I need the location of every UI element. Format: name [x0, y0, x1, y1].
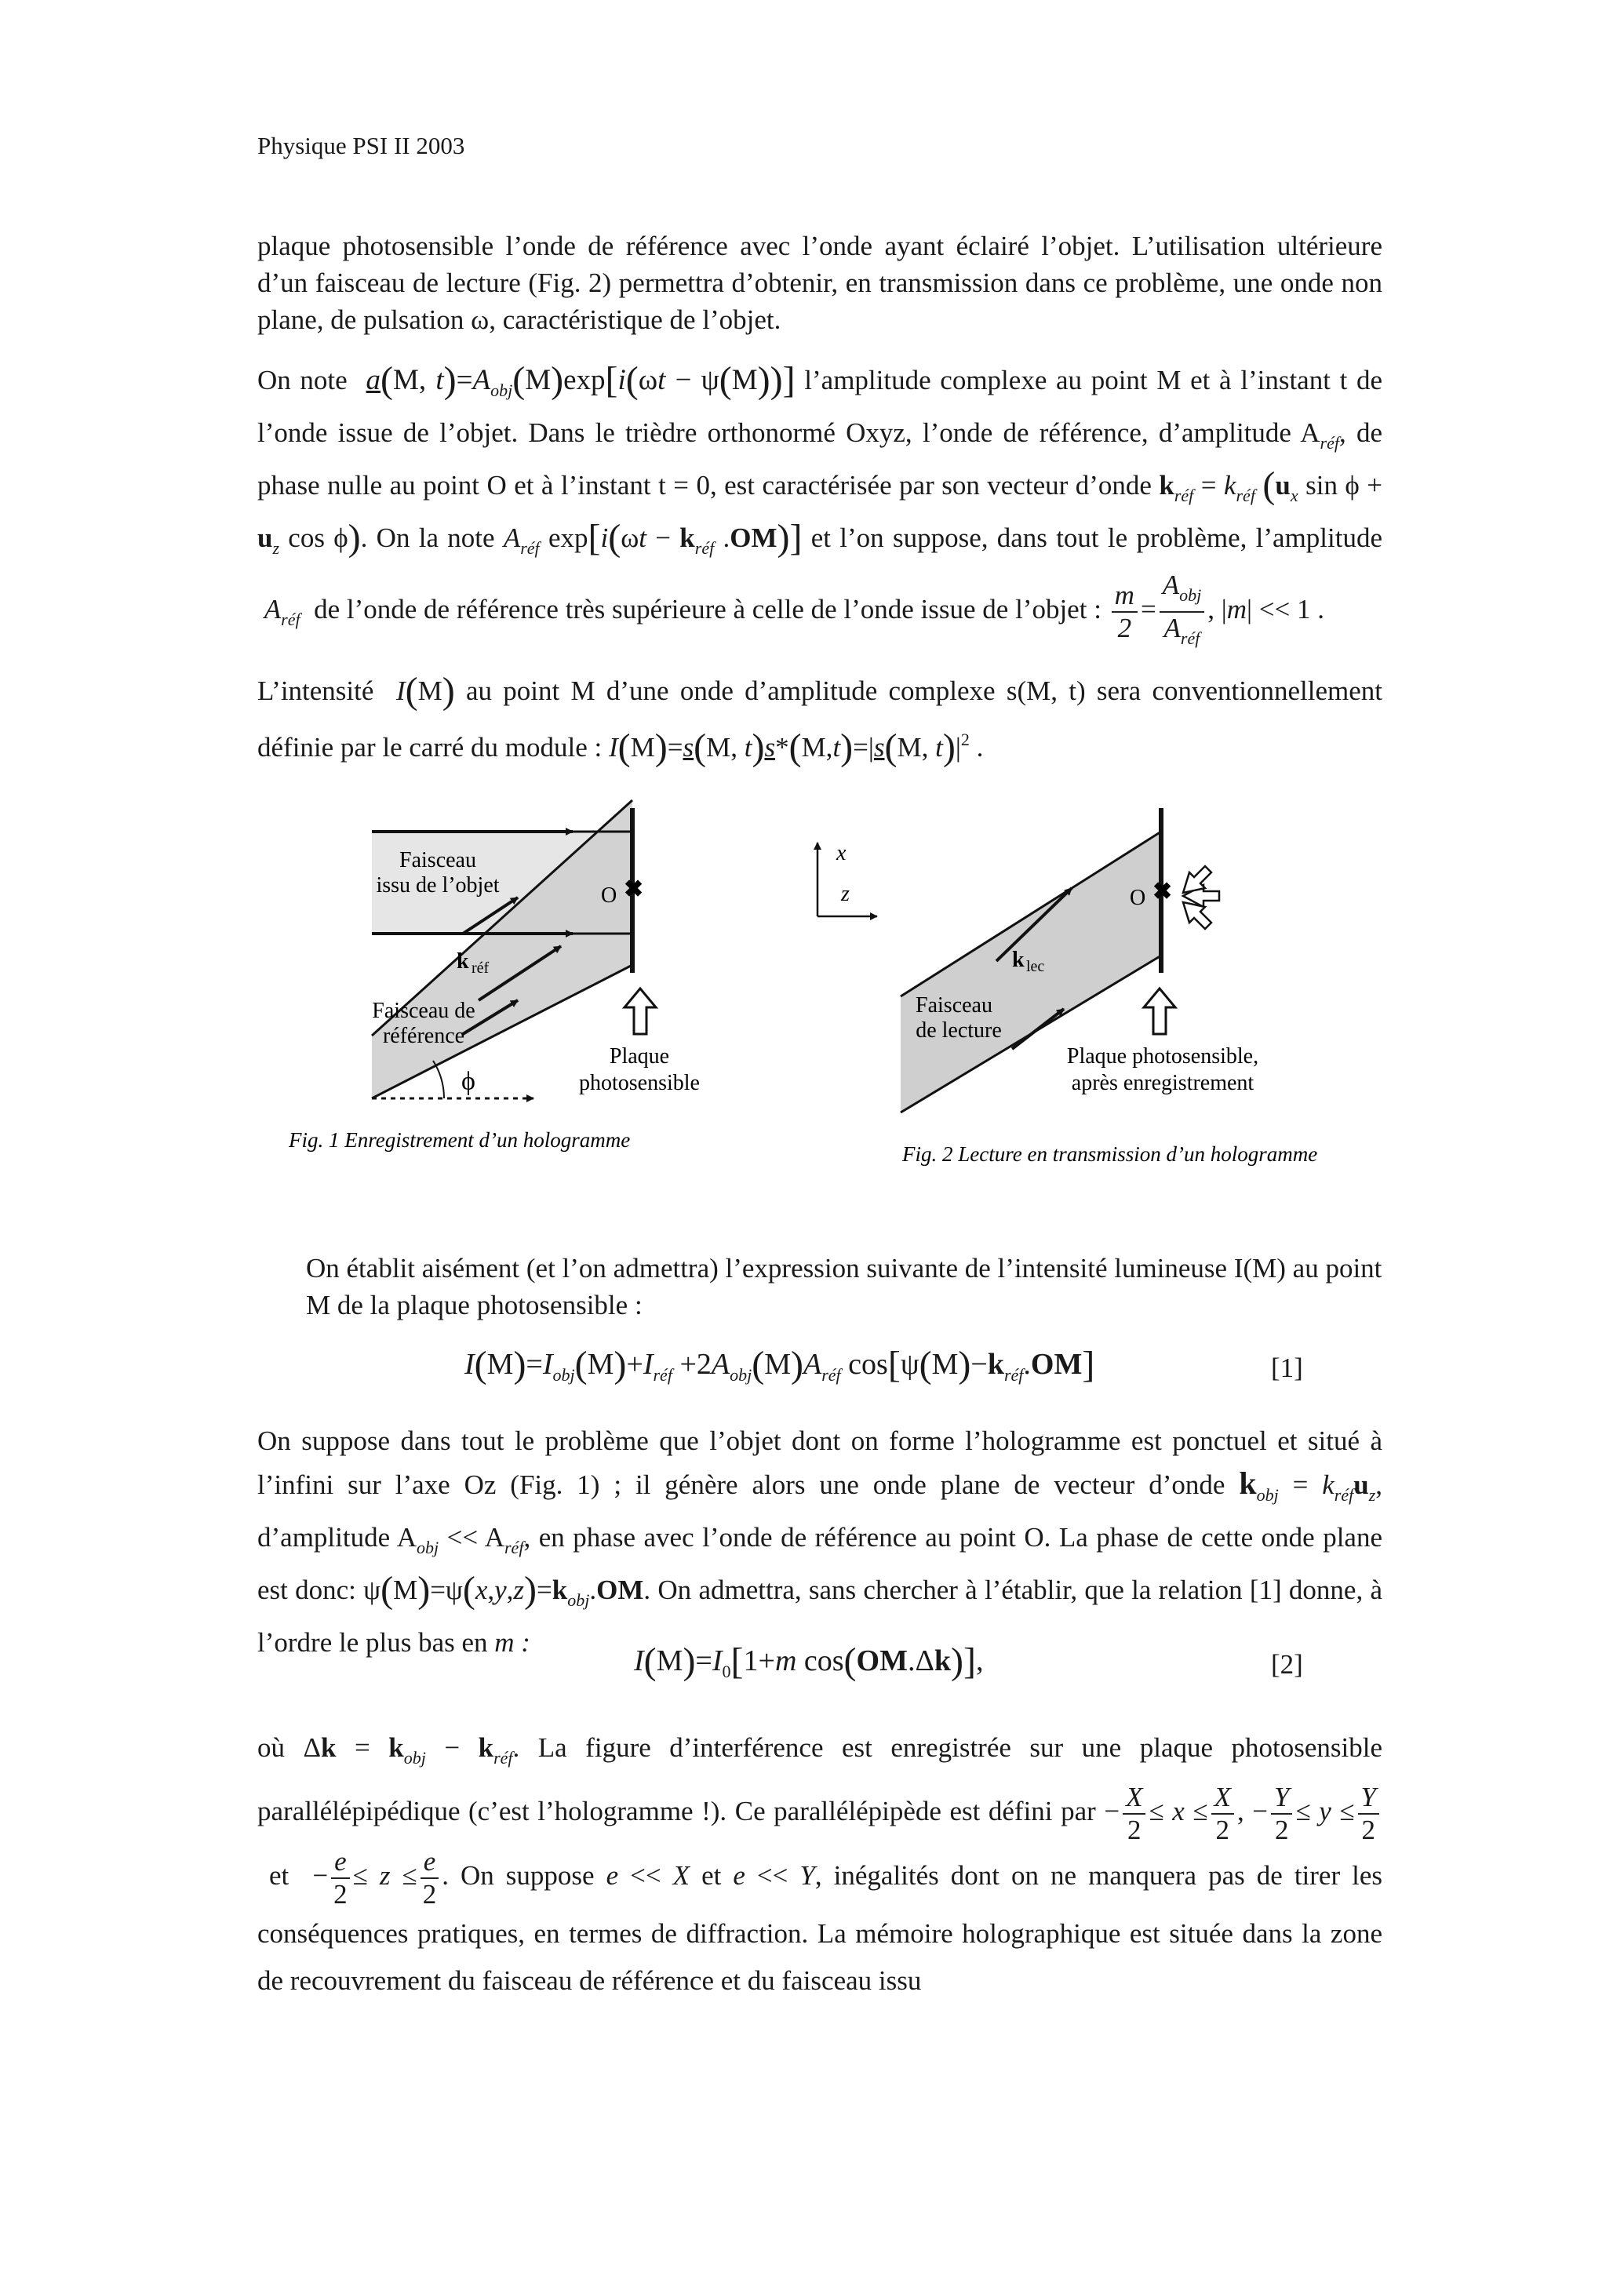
fig2-axis-x-label: x [836, 841, 847, 865]
fig1-cross: ✖ [624, 876, 644, 902]
equation-1: $I(M)=I_{obj}(M)+I_{réf} +2A_{obj}(M)A_{réf}$ $\cos[\psi(M)-k_{réf}.OM]$ [464, 1344, 1095, 1386]
paragraph-point-object [257, 1420, 1382, 1664]
p2-d: , de phase nulle au point O et à l’instant t = 0, est caractérisée par son vecteur d’onde [257, 417, 1382, 501]
fig1-plate-pointer [624, 989, 656, 1034]
fig2-out-arrow-up [1183, 866, 1211, 893]
figure-1 [372, 800, 700, 1098]
p2-c: t de l’onde issue de l’objet. Dans le trièdre orthonormé Oxyz, l’onde de référence, d’amplitude $A_{réf}$ [257, 365, 1383, 453]
equation-phase: $\psi(M)=\psi(x,y,z)=k_{obj}.OM$ [363, 1569, 644, 1611]
equation-amplitude-object: a(M, $t)=A_{obj}(M)\exp[i(\omega t - \psi(M))]$ [366, 359, 796, 401]
inequality-y: − $\frac{Y}{2}$ ≤ y ≤ $\frac{Y}{2}$ [1252, 1796, 1382, 1826]
equation-k-ref: $k_{réf} = k_{réf}$ ($u_x$ $\sin \phi + u_z$ cos ϕ) [257, 464, 1383, 559]
p5-d: . On admettra, sans chercher à l’établir, que la relation [1] donne, à l’ordre le plus bas en [257, 1575, 1382, 1658]
fig1-label-plate-1: Plaque [609, 1044, 670, 1069]
p4-text: On établit aisément (et l’on admettra) l’expression suivante de l’intensité lumineuse I(M) au point M de la plaque photosensible : [306, 1253, 1382, 1320]
p5-b: , d’amplitude $A_{obj} << A_{réf}$ [257, 1469, 1383, 1557]
p6-d: . On suppose [442, 1860, 595, 1892]
fig2-label-reading-1: Faisceau [916, 993, 992, 1018]
p2-f: et l’on suppose, dans tout le problème, l’amplitude [810, 523, 1383, 553]
p2-e: . On la note [360, 523, 495, 553]
equation-1-number: [1] [1271, 1353, 1303, 1383]
p6-e: et [701, 1860, 722, 1892]
fig1-label-O: O [601, 883, 617, 908]
fig2-label-plate-2: après enregistrement [1071, 1071, 1254, 1095]
paragraph-intensity-expression [306, 1250, 1382, 1324]
p6-c: et [269, 1860, 289, 1892]
fig2-out-arrow-down [1183, 902, 1211, 929]
p3-a: L’intensité [257, 675, 374, 706]
fig1-label-ref-1: Faisceau de [372, 999, 475, 1023]
fig2-label-k: k [1012, 948, 1025, 972]
equation-m-ratio: $\frac{m}{2}$ = $\frac{A_{obj}}{A_{réf}}$ , |m| << 1 . [1109, 594, 1324, 624]
equation-ref-wave: $A_{réf}$ $\exp[i(\omega t - k_{réf}$ .OM)] [503, 517, 803, 559]
fig2-label-plate-1: Plaque photosensible, [1066, 1044, 1259, 1069]
equation-k-obj: $k_{obj} = k_{réf}u_z$ [1239, 1466, 1376, 1505]
fig1-label-object-2: issu de l’objet [376, 873, 500, 898]
fig2-label-O: O [1130, 886, 1146, 910]
fig2-axis-z-label: z [841, 882, 850, 906]
amplitude-ref-symbol: $A_{réf}$ [264, 594, 300, 630]
paragraph-1-text: plaque photosensible l’onde de référence avec l’onde ayant éclairé l’objet. L’utilisation ultérieure d’un faisceau de lecture (Fig. 2) permettra d’obtenir, en transmission dans ce problème, une onde non plane, de pulsation ω, caractéristique de l’objet. [257, 231, 1382, 335]
equation-2-number: [2] [1271, 1649, 1303, 1680]
p5-c: , en phase avec l’onde de référence au point O. La phase de cette onde plane est donc: [257, 1522, 1382, 1605]
p3-b: au point M d’une onde d’amplitude complexe s(M, t) sera conventionnellement définie par le carré du module : [257, 675, 1383, 763]
fig2-label-reading-2: de lecture [916, 1018, 1002, 1043]
inequality-z: − $\frac{e}{2}$ ≤ z ≤ $\frac{e}{2}$ [312, 1860, 442, 1891]
fig1-label-k-sub: réf [472, 959, 490, 977]
inequality-e-y: e << Y [733, 1860, 815, 1892]
p2-a: On note [257, 365, 348, 395]
fig2-plate-pointer [1144, 989, 1175, 1034]
p5-a: On suppose dans tout le problème que l’objet dont on forme l’hologramme est ponctuel et situé à l’infini sur l’axe Oz (Fig. 1) ; il génère alors une onde plane de vecteur d’onde [257, 1426, 1382, 1500]
p2-b: l’amplitude complexe au point M et à l’instant [804, 365, 1331, 395]
fig2-label-k-sub: lec [1026, 958, 1045, 975]
fig2-cross: ✖ [1152, 879, 1173, 905]
p6-a: où [257, 1732, 285, 1763]
equation-2: $I(M)=I_0[1+m$ cos(OM.Δk)], [634, 1640, 984, 1682]
fig1-label-plate-2: photosensible [579, 1071, 700, 1095]
p6-f: , inégalités dont on ne manquera pas de tirer les conséquences pratiques, en termes de diffraction. La mémoire holographique est située dans la zone de recouvrement du faisceau de référence et du faisceau issu [257, 1860, 1383, 1996]
p2-g: de l’onde de référence très supérieure à celle de l’onde issue de l’objet : [314, 594, 1101, 625]
fig2-caption: Fig. 2 Lecture en transmission d’un hologramme [902, 1142, 1318, 1166]
fig1-label-k: k [457, 949, 469, 974]
equation-delta-k: $\Delta k = k_{obj} - k_{réf}$ [303, 1732, 513, 1768]
inequality-e-x: e << X [606, 1860, 690, 1892]
intensity-symbol: I(M) [395, 670, 455, 712]
p6-b: . La figure d’interférence est enregistrée sur une plaque photosensible parallélépipédique (c’est l’hologramme !). Ce parallélépipède est défini par [257, 1732, 1382, 1827]
fig1-label-phi: ϕ [461, 1067, 475, 1096]
equation-intensity-def: I(M)=s(M, t)s*(M,t)=|s(M, $t)|^2$ . [609, 726, 984, 768]
fig1-label-object-1: Faisceau [399, 848, 476, 872]
fig1-caption: Fig. 1 Enregistrement d’un hologramme [289, 1128, 631, 1152]
inequality-x: − $\frac{X}{2}$ ≤ x ≤ $\frac{X}{2}$ , [1104, 1782, 1244, 1845]
p5-e: m : [494, 1627, 530, 1658]
paragraph-hologram-plate [257, 1724, 1382, 2005]
fig1-label-ref-2: référence [382, 1024, 465, 1048]
page-header: Physique PSI II 2003 [257, 132, 465, 159]
figure-2 [817, 808, 1258, 1112]
